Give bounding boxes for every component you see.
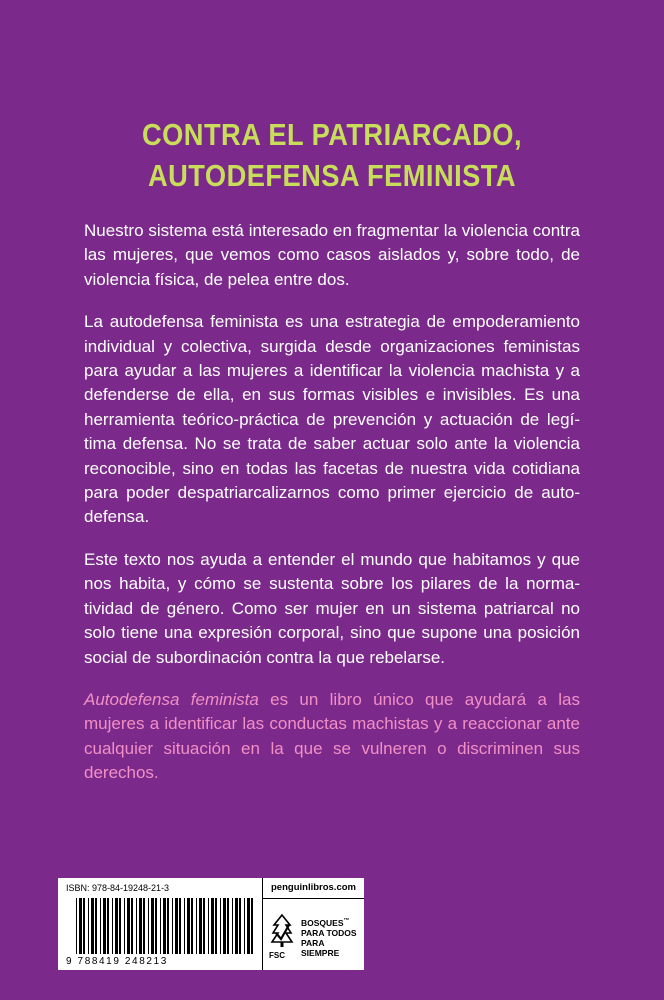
barcode-bar xyxy=(79,898,82,954)
barcode-bar xyxy=(83,898,85,954)
barcode-bar xyxy=(187,898,190,954)
barcode-bar xyxy=(107,898,109,954)
heading-line-1: CONTRA EL PATRIARCADO, xyxy=(142,117,522,152)
barcode-bar xyxy=(235,898,238,954)
barcode-bar xyxy=(191,898,193,954)
barcode-bar xyxy=(127,898,130,954)
fsc-slogan-line-3: PARA SIEMPRE xyxy=(301,937,340,958)
barcode-bar xyxy=(88,898,89,954)
cover-heading xyxy=(40,114,624,196)
fsc-slogan-line-2: PARA TODOS xyxy=(301,927,357,938)
barcode-bar xyxy=(232,898,233,954)
barcode-bar xyxy=(199,898,202,954)
ean-barcode-image xyxy=(76,898,256,954)
fsc-slogan xyxy=(301,916,363,958)
barcode-bar xyxy=(184,898,185,954)
barcode-bar xyxy=(227,898,229,954)
fsc-certification xyxy=(262,898,364,970)
barcode-bar xyxy=(160,898,161,954)
barcode-bar xyxy=(131,898,133,954)
barcode-bar xyxy=(148,898,149,954)
barcode-bar xyxy=(155,898,157,954)
blurb-paragraph-3: Este texto nos ayuda a entender el mundo que habitamos y que nos habita, y cómo se sustenta sobre los pilares de la normatividad de género. Como ser mujer en un sistema patriarcal no solo tiene una expresión corporal, sino que supone una posición social de subordinación contra la que rebelarse. xyxy=(84,549,580,667)
barcode-bar xyxy=(167,898,169,954)
barcode-bar xyxy=(220,898,221,954)
barcode-bar xyxy=(112,898,113,954)
barcode-bar xyxy=(211,898,214,954)
book-title-italic: Autodefensa feminista xyxy=(84,689,259,709)
barcode-bar xyxy=(172,898,173,954)
barcode-bar xyxy=(251,898,253,954)
fsc-label: FSC xyxy=(269,951,285,960)
barcode-bar xyxy=(208,898,209,954)
barcode-bar xyxy=(91,898,94,954)
barcode-bar xyxy=(196,898,197,954)
barcode-bar xyxy=(143,898,145,954)
barcode-bar xyxy=(136,898,137,954)
barcode-bar xyxy=(95,898,97,954)
barcode-bar xyxy=(215,898,217,954)
blurb-paragraph-4 xyxy=(84,688,580,786)
blurb-text xyxy=(84,219,580,804)
barcode-bar xyxy=(247,898,250,954)
barcode-bar xyxy=(203,898,205,954)
barcode-bar xyxy=(151,898,154,954)
blurb-paragraph-4-rest: es un libro único que ayudará a las mujeres a identificar las conductas machistas y a reaccionar ante cualquier situación en la que se vulneren o discriminen sus derechos. xyxy=(84,689,581,783)
barcode-bar xyxy=(139,898,142,954)
barcode-bar xyxy=(223,898,226,954)
ean-number: 9 788419 248213 xyxy=(66,956,168,967)
barcode-bar xyxy=(124,898,125,954)
trademark-symbol: ™ xyxy=(343,918,350,924)
barcode-bar xyxy=(163,898,166,954)
barcode-bar xyxy=(115,898,118,954)
barcode-bar xyxy=(76,898,77,954)
isbn-label: ISBN: 978-84-19248-21-3 xyxy=(66,883,170,893)
blurb-paragraph-2: La autodefensa feminista es una estrategia de empoderamiento individual y colectiva, surgida desde organizaciones feministas para ayudar a las mujeres a identificar la violencia machista y a defenderse de ella, en sus formas visibles e invisibles. Es una herramienta teórico-práctica de prevención y actuación de legítima defensa. No se trata de saber actuar solo ante la violencia reconocible, sino en todas las facetas de nuestra vida cotidiana para poder despatriarcalizarnos como primer ejercicio de autodefensa. xyxy=(84,312,580,527)
barcode-bar xyxy=(179,898,181,954)
barcode-bar xyxy=(103,898,106,954)
barcode-bar xyxy=(100,898,101,954)
heading-line-2: AUTODEFENSA FEMINISTA xyxy=(148,158,516,193)
barcode-bar xyxy=(244,898,245,954)
publisher-website: penguinlibros.com xyxy=(262,878,364,898)
barcode-bar xyxy=(119,898,121,954)
blurb-paragraph-1: Nuestro sistema está interesado en fragmentar la violencia contra las mujeres, que vemos como casos aislados y, sobre todo, de violencia física, de pelea entre dos. xyxy=(84,221,580,289)
barcode-bar xyxy=(175,898,178,954)
fsc-slogan-line-1: BOSQUES™ xyxy=(301,917,350,928)
barcode-bar xyxy=(239,898,241,954)
